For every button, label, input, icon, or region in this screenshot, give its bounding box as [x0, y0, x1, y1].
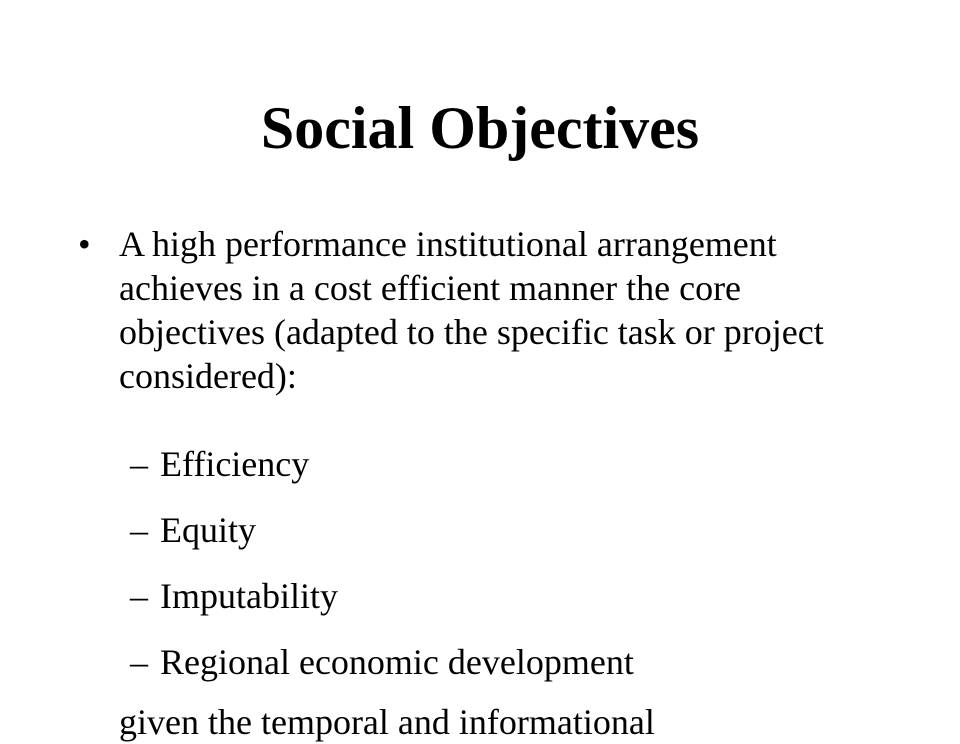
bullet-icon: • [78, 224, 91, 264]
dash-icon: – [130, 642, 148, 682]
bullet-text: A high performance institutional arrangement achieves in a cost efficient manner the core objectives (adapted to the specific task or project considered): [119, 224, 824, 396]
slide-title: Social Objectives [260, 95, 700, 161]
sub-item-regional-economic-development [130, 640, 634, 684]
dash-icon: – [130, 576, 148, 616]
sub-item-label: Efficiency [160, 444, 310, 484]
dash-icon: – [130, 510, 148, 550]
sub-item-efficiency [130, 442, 309, 486]
dash-icon: – [130, 444, 148, 484]
sub-item-imputability [130, 574, 338, 618]
cut-off-text-line: given the temporal and informational [119, 702, 655, 742]
sub-item-label: Regional economic development [160, 642, 634, 682]
sub-item-label: Equity [160, 510, 256, 550]
main-bullet [78, 222, 878, 398]
sub-item-label: Imputability [160, 576, 338, 616]
sub-item-equity [130, 508, 256, 552]
